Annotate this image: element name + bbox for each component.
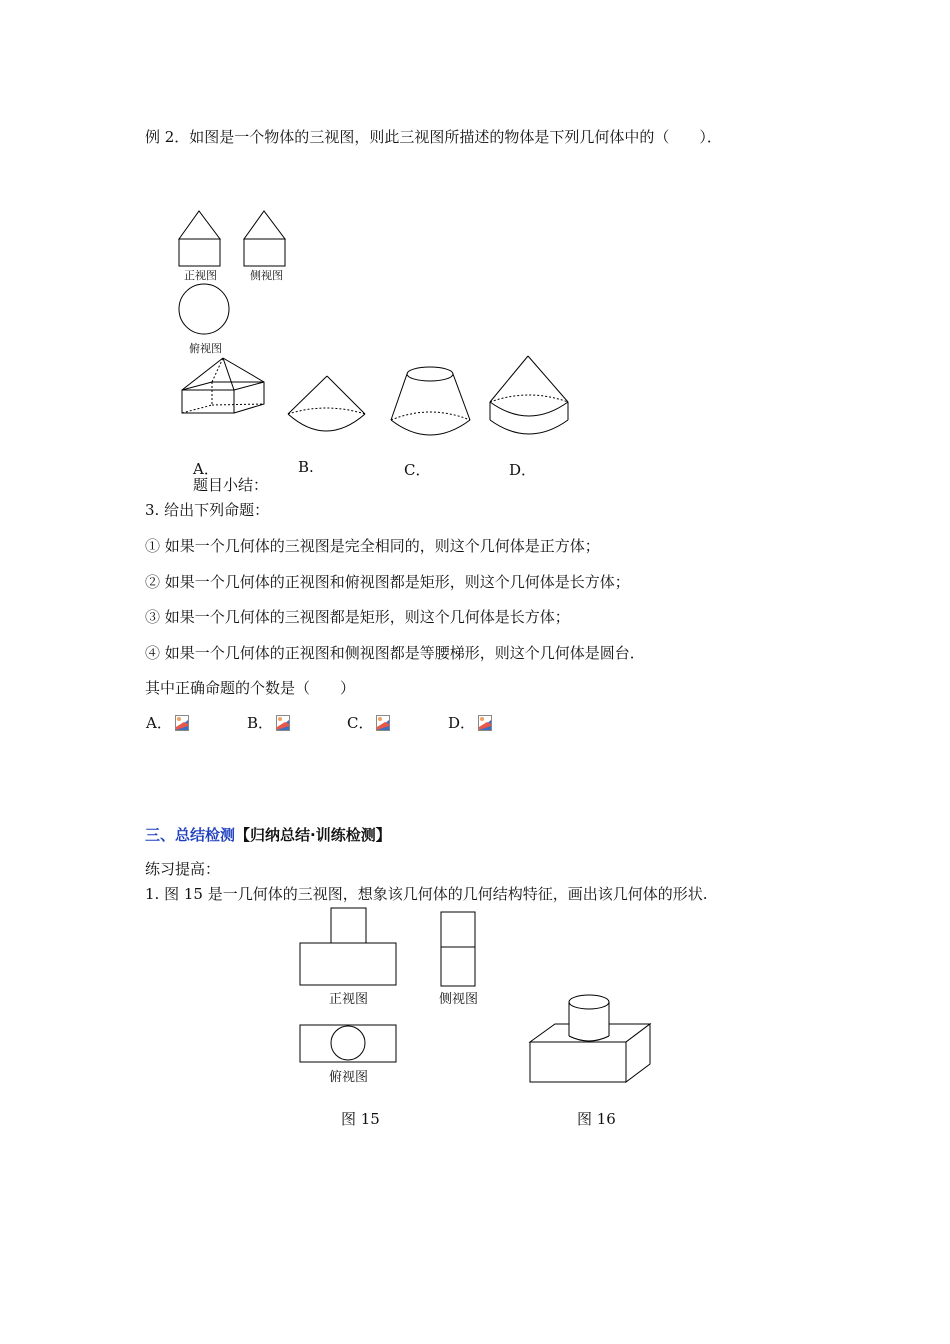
example2-summary: 题目小结： <box>193 476 269 494</box>
solid-c <box>391 367 470 435</box>
front-view-triangle <box>179 211 220 239</box>
broken-image-icon <box>175 715 189 731</box>
practice-title: 练习提高： <box>145 860 221 878</box>
side-view-rect <box>244 239 285 266</box>
choice-d[interactable]: D． <box>448 712 492 733</box>
option-b-label: B. <box>298 458 314 476</box>
fig15-top-rect <box>300 1025 396 1062</box>
figure15-three-views <box>295 905 485 1075</box>
fig15-top-circle <box>331 1026 365 1060</box>
broken-image-icon <box>276 715 290 731</box>
choice-a[interactable]: A． <box>146 712 189 733</box>
option-a-label: A． <box>193 460 219 478</box>
ex2-top-view-label: 俯视图 <box>189 342 222 355</box>
problem3-statement-3: ③ 如果一个几何体的三视图都是矩形，则这个几何体是长方体； <box>145 608 570 626</box>
ex2-side-view-label: 侧视图 <box>250 269 283 282</box>
top-view-circle <box>179 284 229 334</box>
fig15-front-view-label: 正视图 <box>329 992 369 1007</box>
solid-a <box>182 358 264 413</box>
fig15-front-top-square <box>331 908 366 943</box>
problem3-intro: 3. 给出下列命题： <box>145 501 270 519</box>
choice-c[interactable]: C． <box>347 712 390 733</box>
side-view-triangle <box>244 211 285 239</box>
solid-b <box>288 376 365 431</box>
fig15-side-view-label: 侧视图 <box>439 992 479 1007</box>
problem3-statement-1: ① 如果一个几何体的三视图是完全相同的，则这个几何体是正方体； <box>145 537 600 555</box>
section3-heading <box>145 826 391 844</box>
practice-q1: 1. 图 15 是一几何体的三视图，想象该几何体的几何结构特征，画出该几何体的形状. <box>145 885 708 903</box>
problem3-statement-4: ④ 如果一个几何体的正视图和侧视图都是等腰梯形，则这个几何体是圆台． <box>145 644 645 662</box>
option-c-label: C． <box>404 461 431 479</box>
fig15-side-rect <box>441 912 475 986</box>
fig16-caption: 图 16 <box>577 1110 616 1128</box>
fig15-caption: 图 15 <box>341 1110 380 1128</box>
choice-b[interactable]: B． <box>247 712 290 733</box>
fig15-front-base-rect <box>300 943 396 985</box>
figure16-solid <box>525 990 660 1090</box>
problem3-question: 其中正确命题的个数是（ ） <box>145 679 356 697</box>
section3-heading-blue: 三、总结检测 <box>145 826 236 844</box>
option-d-label: D． <box>509 461 537 479</box>
problem3-statement-2: ② 如果一个几何体的正视图和俯视图都是矩形，则这个几何体是长方体； <box>145 573 630 591</box>
broken-image-icon <box>478 715 492 731</box>
example2-question: 例 2．如图是一个物体的三视图，则此三视图所描述的物体是下列几何体中的（ ）． <box>145 128 722 146</box>
broken-image-icon <box>376 715 390 731</box>
fig15-top-view-label: 俯视图 <box>329 1070 369 1085</box>
section3-heading-black: 【归纳总结·训练检测】 <box>235 826 391 844</box>
example2-option-solids <box>175 350 595 450</box>
solid-d <box>490 356 568 434</box>
ex2-front-view-label: 正视图 <box>184 269 217 282</box>
front-view-rect <box>179 239 220 266</box>
